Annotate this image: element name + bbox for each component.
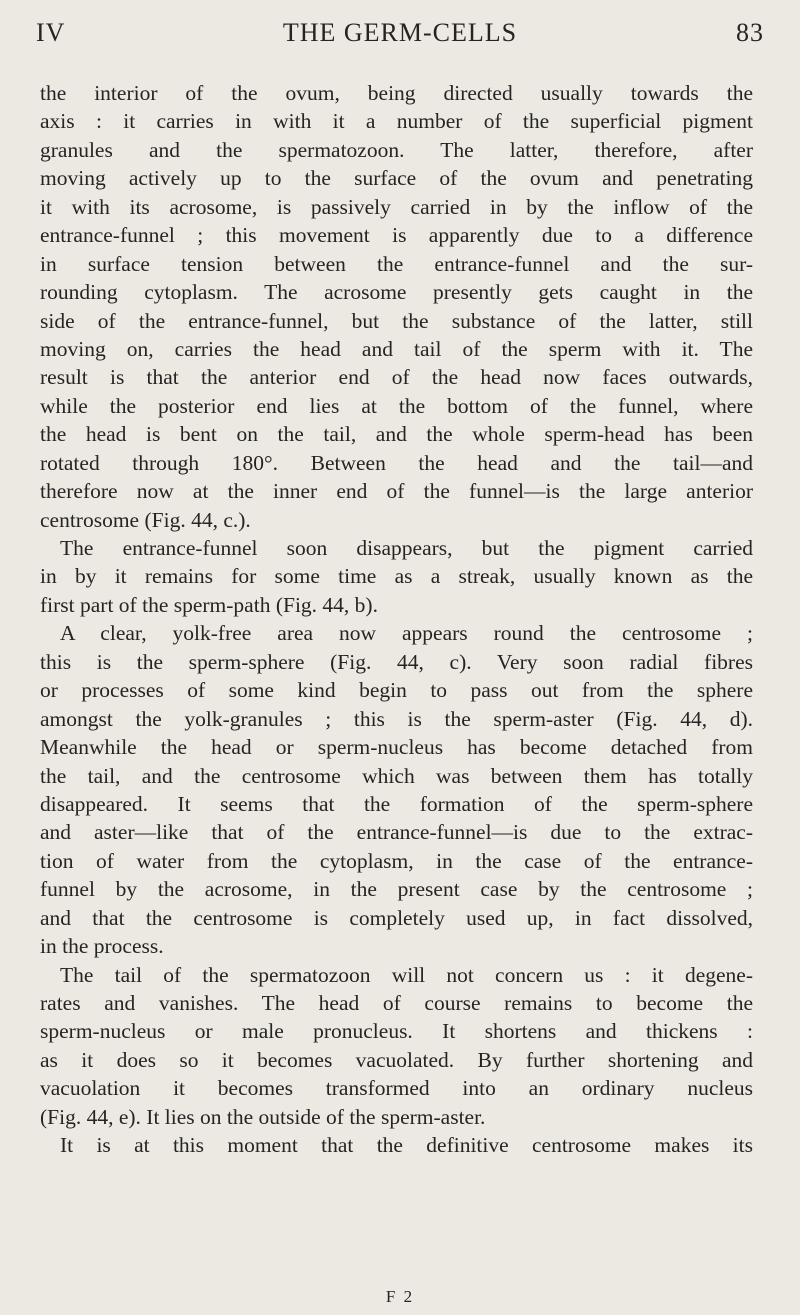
signature-mark: F 2 (385, 1287, 415, 1306)
text-line: and that the centrosome is completely used up, in fact dissolved, (40, 905, 753, 930)
text-line: A clear, yolk-free area now appears round the centrosome ; (60, 621, 753, 646)
text-line: (Fig. 44, e). It lies on the outside of the sperm-aster. (40, 1104, 486, 1129)
text-line: vacuolation it becomes transformed into an ordinary nucleus (40, 1076, 753, 1101)
running-title: THE GERM-CELLS (282, 18, 518, 47)
text-line: as it does so it becomes vacuolated. By further shortening and (40, 1047, 753, 1072)
text-line: The tail of the spermatozoon will not concern us : it degene- (60, 962, 753, 987)
text-line: in the process. (40, 934, 164, 959)
text-line: entrance-funnel ; this movement is apparently due to a difference (40, 223, 753, 248)
text-line: in by it remains for some time as a streak, usually known as the (40, 564, 753, 589)
text-line: The entrance-funnel soon disappears, but the pigment carried (60, 536, 753, 560)
text-line: or processes of some kind begin to pass out from the sphere (40, 678, 753, 703)
text-line: Meanwhile the head or sperm-nucleus has become detached from (40, 735, 753, 760)
running-header (36, 18, 764, 54)
text-line: therefore now at the inner end of the funnel—is the large anterior (40, 479, 753, 504)
page-number: 83 (736, 18, 764, 47)
chapter-number: IV (36, 18, 66, 47)
text-line: rates and vanishes. The head of course remains to become the (40, 991, 753, 1015)
text-line: result is that the anterior end of the head now faces outwards, (40, 365, 753, 390)
text-line: granules and the spermatozoon. The latter, therefore, after (40, 137, 753, 162)
text-line: the interior of the ovum, being directed usually towards the (40, 81, 753, 105)
text-line: rounding cytoplasm. The acrosome presently gets caught in the (40, 280, 753, 305)
text-line: It is at this moment that the definitive centrosome makes its (60, 1133, 753, 1158)
text-line: while the posterior end lies at the bottom of the funnel, where (40, 393, 753, 418)
text-line: centrosome (Fig. 44, c.). (40, 507, 251, 532)
body-text (40, 79, 753, 1160)
text-line: the head is bent on the tail, and the whole sperm-head has been (40, 422, 753, 447)
text-line: side of the entrance-funnel, but the substance of the latter, still (40, 308, 753, 333)
text-line: this is the sperm-sphere (Fig. 44, c). Very soon radial fibres (40, 649, 753, 674)
text-line: disappeared. It seems that the formation of the sperm-sphere (40, 791, 753, 816)
text-line: tion of water from the cytoplasm, in the case of the entrance- (40, 848, 753, 873)
text-line: axis : it carries in with it a number of the superficial pigment (40, 109, 753, 134)
text-line: first part of the sperm-path (Fig. 44, b). (40, 592, 378, 617)
text-line: it with its acrosome, is passively carried in by the inflow of the (40, 194, 753, 219)
text-line: in surface tension between the entrance-funnel and the sur- (40, 251, 753, 276)
text-line: amongst the yolk-granules ; this is the sperm-aster (Fig. 44, d). (40, 706, 753, 731)
text-line: moving on, carries the head and tail of the sperm with it. The (40, 336, 753, 361)
text-line: rotated through 180°. Between the head and the tail—and (40, 450, 753, 475)
text-line: sperm-nucleus or male pronucleus. It shortens and thickens : (40, 1019, 753, 1044)
text-line: funnel by the acrosome, in the present case by the centrosome ; (40, 877, 753, 902)
text-line: and aster—like that of the entrance-funnel—is due to the extrac- (40, 820, 753, 845)
text-line: moving actively up to the surface of the ovum and penetrating (40, 166, 753, 191)
text-line: the tail, and the centrosome which was between them has totally (40, 763, 753, 788)
